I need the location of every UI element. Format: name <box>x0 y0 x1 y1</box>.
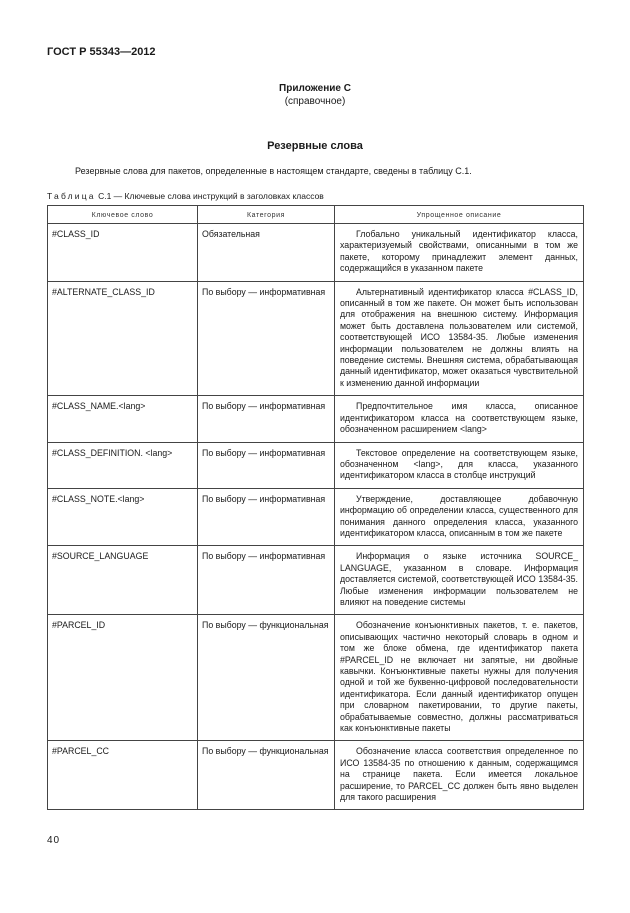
description-cell: Предпочтительное имя класса, описанное идентификатором класса на соответствующем языке, обозначенном расширением <lang> <box>335 396 584 442</box>
page-number: 40 <box>47 835 61 846</box>
category-cell: По выбору — информативная <box>198 396 335 442</box>
keyword-cell: #CLASS_DEFINITION. <lang> <box>48 442 198 488</box>
appendix-title: Приложение С <box>279 83 351 94</box>
keyword-cell: #CLASS_ID <box>48 224 198 282</box>
table-row <box>48 442 584 488</box>
category-cell: Обязательная <box>198 224 335 282</box>
table-row <box>48 488 584 546</box>
category-cell: По выбору — информативная <box>198 488 335 546</box>
keyword-cell: #PARCEL_ID <box>48 615 198 741</box>
appendix-heading <box>0 82 630 108</box>
standard-code: ГОСТ Р 55343—2012 <box>47 46 156 58</box>
keyword-cell: #CLASS_NAME.<lang> <box>48 396 198 442</box>
keyword-cell: #SOURCE_LANGUAGE <box>48 546 198 615</box>
description-cell: Утверждение, доставляющее добавочную информацию об определении класса, существенного для понимания данного определения класса, указанного идентификатором класса, описанным в том же пакете <box>335 488 584 546</box>
keyword-cell: #PARCEL_CC <box>48 741 198 810</box>
table-row <box>48 741 584 810</box>
table-row <box>48 615 584 741</box>
category-cell: По выбору — функциональная <box>198 615 335 741</box>
keyword-cell: #CLASS_NOTE.<lang> <box>48 488 198 546</box>
description-cell: Обозначение конъюнктивных пакетов, т. е. пакетов, описывающих частично некоторый словарь в одном и том же блоке обмена, где идентификатор пакета #PARCEL_ID не включает ни запятые, ни двойные кавычки. Конъюнктивные пакеты нужны для получения одной и той же буквенно-цифровой последовательности идентификатора. Если данный идентификатор опущен при словарном пакетировании, то другие пакеты, обрабатываемые совместно, должны рассматриваться как конъюнктивные пакеты <box>335 615 584 741</box>
category-cell: По выбору — информативная <box>198 546 335 615</box>
table-row <box>48 281 584 396</box>
description-cell: Альтернативный идентификатор класса #CLASS_ID, описанный в том же пакете. Он может быть использован для отображения на внешнюю систему. Информация может быть доставлена пользователем или системой, соответствующей ИСО 13584-35. Любые изменения информации пользователем не должны влиять на поведение системы. Внешняя система, обрабатывающая данный идентификатор, может оказаться чувствительной к изменению данной информации <box>335 281 584 396</box>
category-cell: По выбору — информативная <box>198 281 335 396</box>
table-caption-text: С.1 — Ключевые слова инструкций в заголовках классов <box>95 191 324 201</box>
category-cell: По выбору — информативная <box>198 442 335 488</box>
table-caption <box>47 191 324 201</box>
header-keyword: Ключевое слово <box>48 206 198 224</box>
keywords-table <box>47 205 584 810</box>
description-cell: Текстовое определение на соответствующем языке, обозначенном <lang>, для класса, указанного идентификатором класса в столбце инструкций <box>335 442 584 488</box>
table-header-row <box>48 206 584 224</box>
table-caption-label: Таблица <box>47 191 96 201</box>
description-cell: Обозначение класса соответствия определенное по ИСО 13584-35 по отношению к данным, содержащимся на странице пакета. Если имеется локальное расширение, то PARCEL_CC должен быть явно выделен для такого расширения <box>335 741 584 810</box>
keyword-cell: #ALTERNATE_CLASS_ID <box>48 281 198 396</box>
table-row <box>48 396 584 442</box>
section-title: Резервные слова <box>267 140 363 152</box>
description-cell: Информация о языке источника SOURCE_ LANGUAGE, указанном в словаре. Информация доставляется системой, соответствующей ИСО 13584-35. Любые изменения информации пользователем не влияют на поведение системы <box>335 546 584 615</box>
table-row <box>48 224 584 282</box>
intro-paragraph: Резервные слова для пакетов, определенные в настоящем стандарте, сведены в таблицу С.1. <box>75 166 472 176</box>
table-row <box>48 546 584 615</box>
header-description: Упрощенное описание <box>335 206 584 224</box>
appendix-subtitle: (справочное) <box>284 96 346 107</box>
header-category: Категория <box>198 206 335 224</box>
description-cell: Глобально уникальный идентификатор класса, характеризуемый свойствами, описанными в том же пакете, которому принадлежит элемент данных, содержащийся в указанном пакете <box>335 224 584 282</box>
category-cell: По выбору — функциональная <box>198 741 335 810</box>
